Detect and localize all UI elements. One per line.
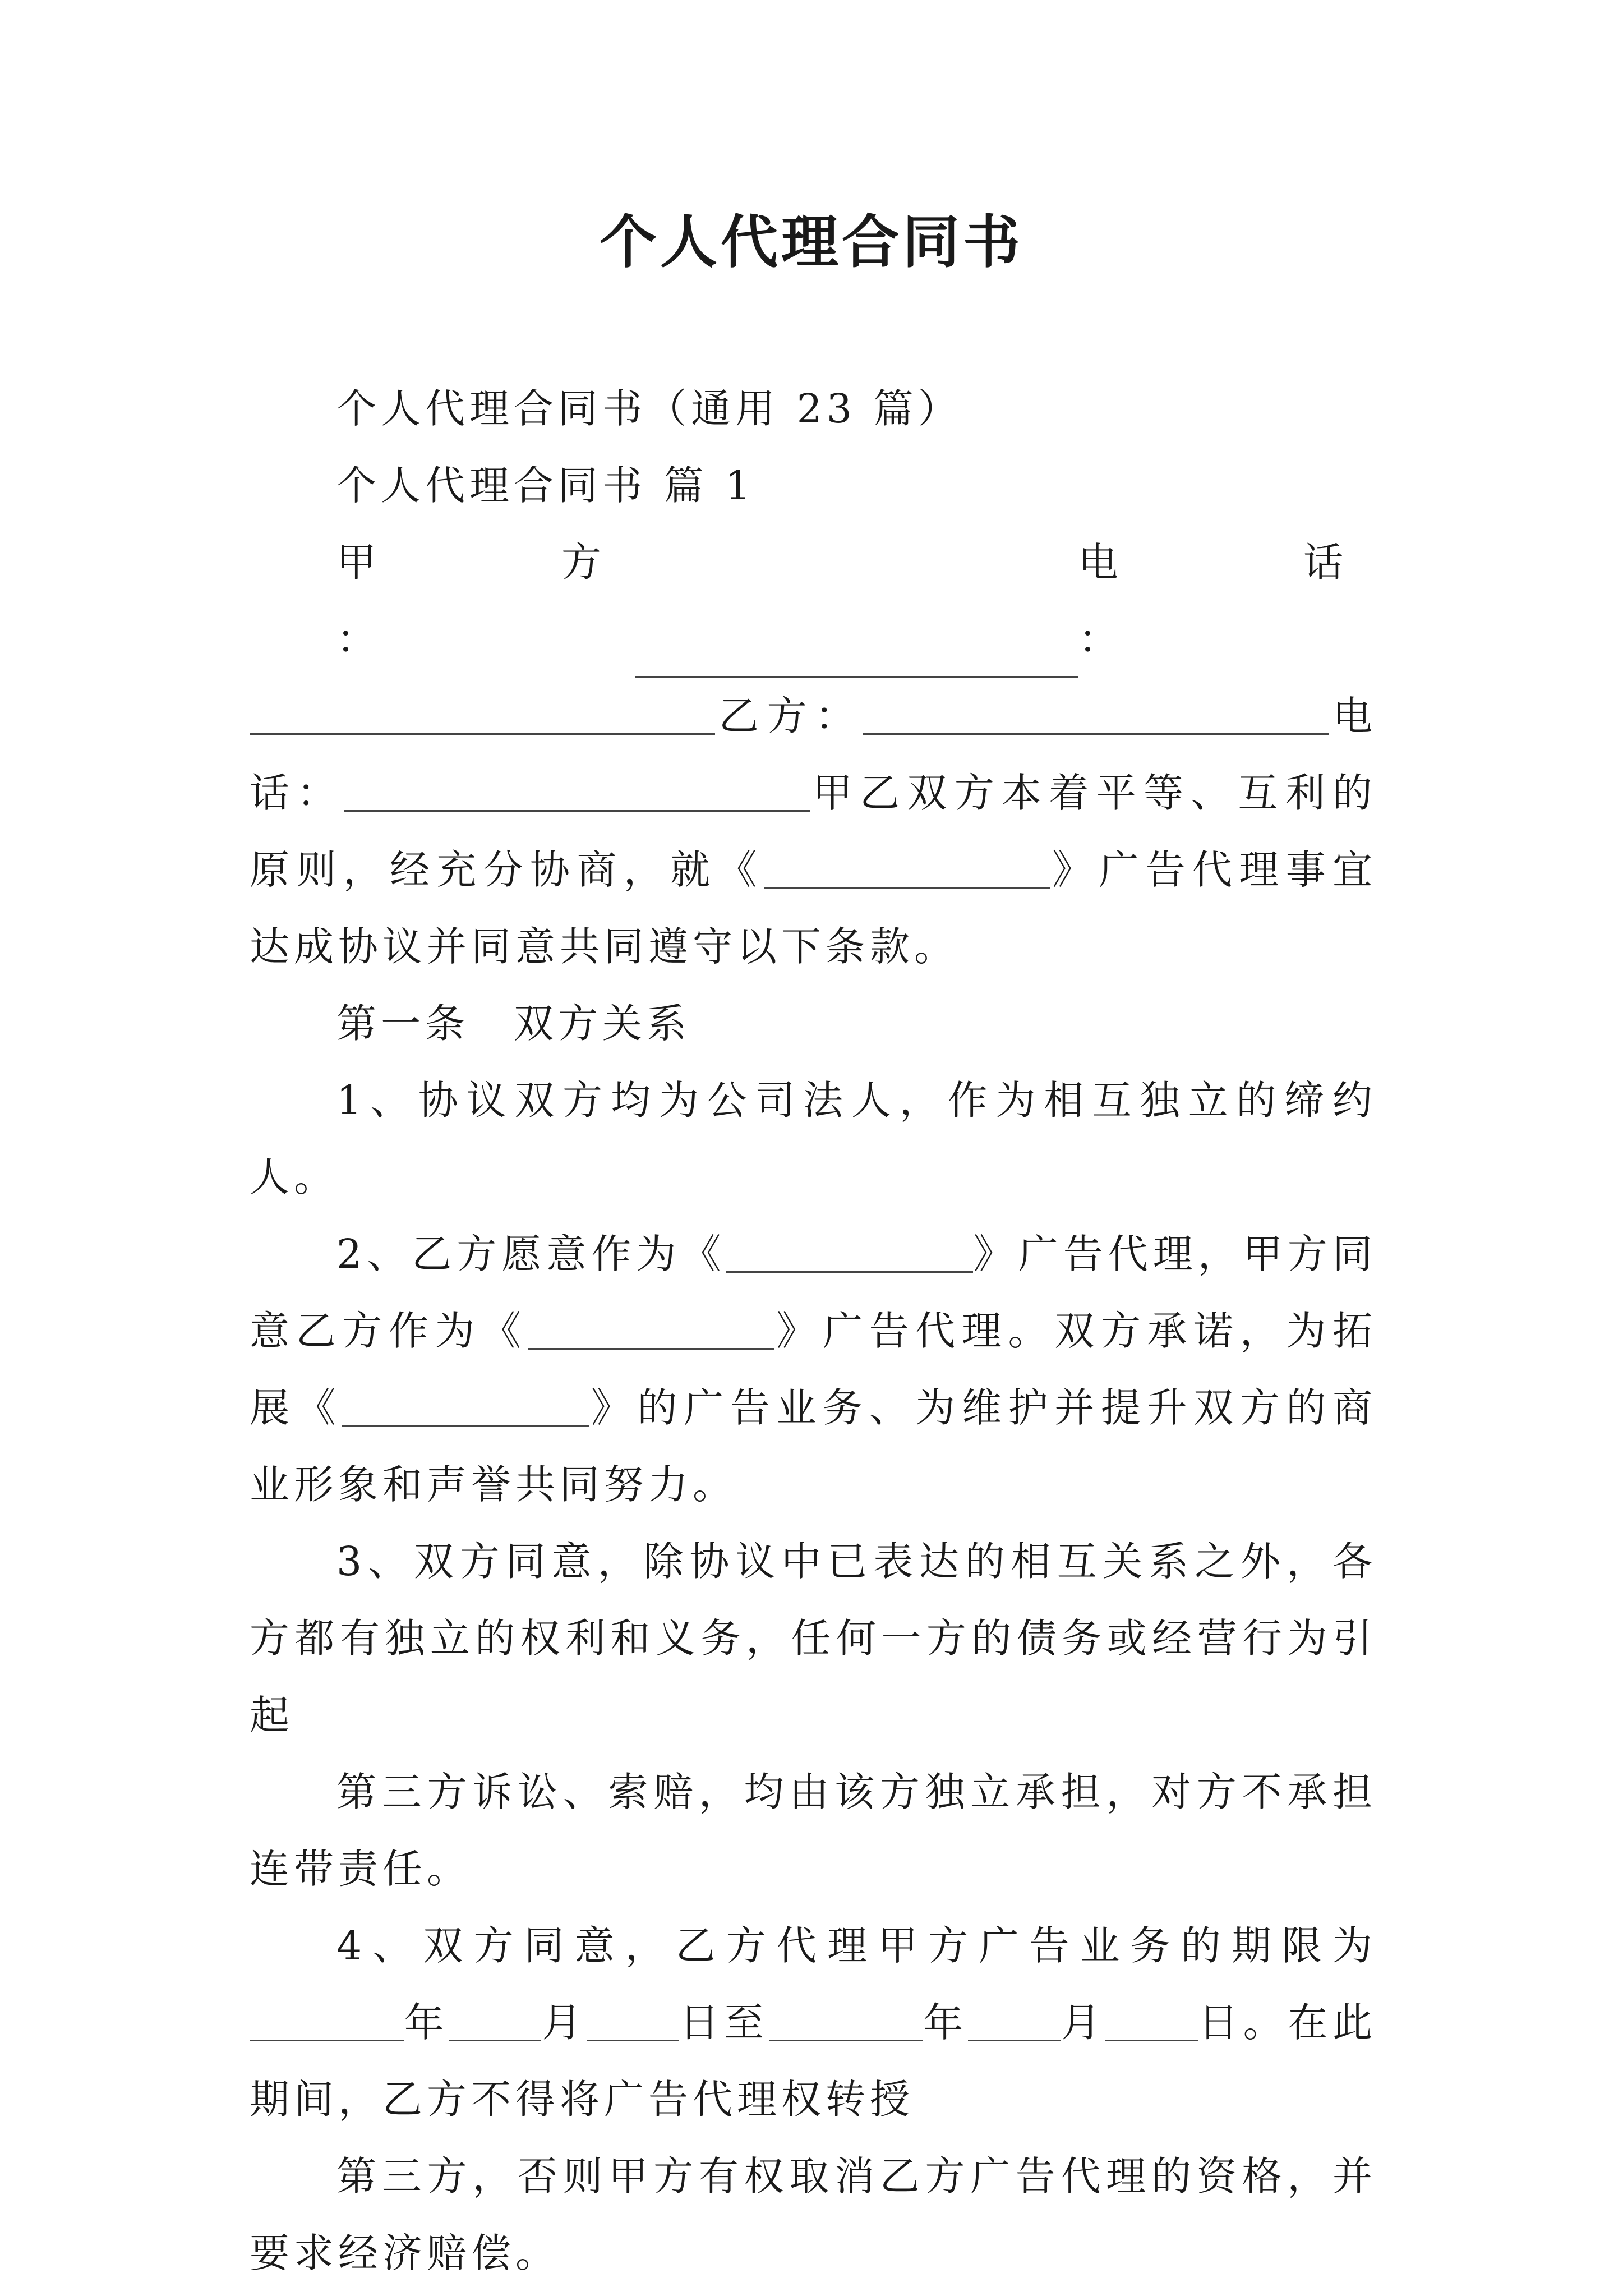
article1-heading: 第一条 双方关系 (336, 1000, 691, 1047)
item4-year-2: 年 (923, 1999, 968, 2046)
item2-text-c: 》广告代理。双方承诺，为拓展《 (250, 1308, 1377, 1431)
product-blank-1 (764, 847, 1050, 889)
item4-year-1: 年 (404, 1999, 449, 2046)
item4-day-1: 日至 (679, 1999, 769, 2046)
item2-blank-1 (726, 1231, 973, 1273)
item4-year-blank-2 (769, 2000, 923, 2041)
section-title: 个人代理合同书 篇 1 (336, 462, 755, 509)
item2-text-d: 》的广告业务、为维护并提升双方的商业形象和声誉共同努力。 (250, 1384, 1377, 1508)
document-title: 个人代理合同书 (600, 209, 1023, 276)
phone-2-blank (344, 770, 810, 812)
party-a-label: 甲 方 ： (336, 539, 635, 662)
article1-item1: 1、协议双方均为公司法人，作为相互独立的缔约人。 (250, 1077, 1377, 1200)
party-b-line (250, 678, 1377, 985)
article1-item4 (250, 1907, 1377, 2138)
intro-text-1: 甲乙双方本着平等、互利的原则，经充分协商，就《 (250, 770, 1377, 893)
article1-item2 (250, 1216, 1377, 1523)
party-b-label: 乙方： (715, 693, 864, 739)
item2-blank-3 (342, 1385, 589, 1427)
item4-month-blank-1 (449, 2000, 541, 2041)
item2-blank-2 (528, 1308, 774, 1350)
subtitle: 个人代理合同书（通用 23 篇） (336, 385, 962, 432)
item4-month-1: 月 (541, 1999, 587, 2046)
party-b-blank (863, 693, 1329, 735)
item4-day-blank-2 (1105, 2000, 1198, 2041)
article1-item3: 3、双方同意，除协议中已表达的相互关系之外，各方都有独立的权利和义务，任何一方的债务或经营行为引起 (250, 1538, 1377, 1738)
article1-item3-cont: 第三方诉讼、索赔，均由该方独立承担，对方不承担连带责任。 (250, 1769, 1377, 1892)
item2-text-a: 2、乙方愿意作为《 (336, 1231, 726, 1277)
item2-text-b: 》广告代理，甲方同意乙方作为《 (250, 1231, 1377, 1354)
item4-month-blank-2 (968, 2000, 1061, 2041)
phone-label-2b: 话： (250, 770, 344, 816)
party-a-blank (635, 636, 1078, 678)
phone-label-1: 电 话 ： (1078, 539, 1377, 662)
item4-day-2: 日。在此期间，乙方不得将广告代理权转授 (250, 1999, 1377, 2123)
party-a-row (250, 524, 1377, 678)
item4-month-2: 月 (1060, 1999, 1106, 2046)
document-body (250, 370, 1377, 2292)
item4-text-a: 4、双方同意，乙方代理甲方广告业务的期限为 (336, 1922, 1377, 1969)
intro-text-2: 》广告代理事宜达成协议并同意共同遵守以下条款。 (250, 846, 1377, 970)
item4-year-blank-1 (250, 2000, 404, 2041)
article1-item4-cont: 第三方，否则甲方有权取消乙方广告代理的资格，并要求经济赔偿。 (250, 2153, 1377, 2276)
phone-label-2a: 电 (1329, 693, 1377, 739)
phone-1-blank (250, 693, 715, 735)
item4-day-blank-1 (587, 2000, 679, 2041)
